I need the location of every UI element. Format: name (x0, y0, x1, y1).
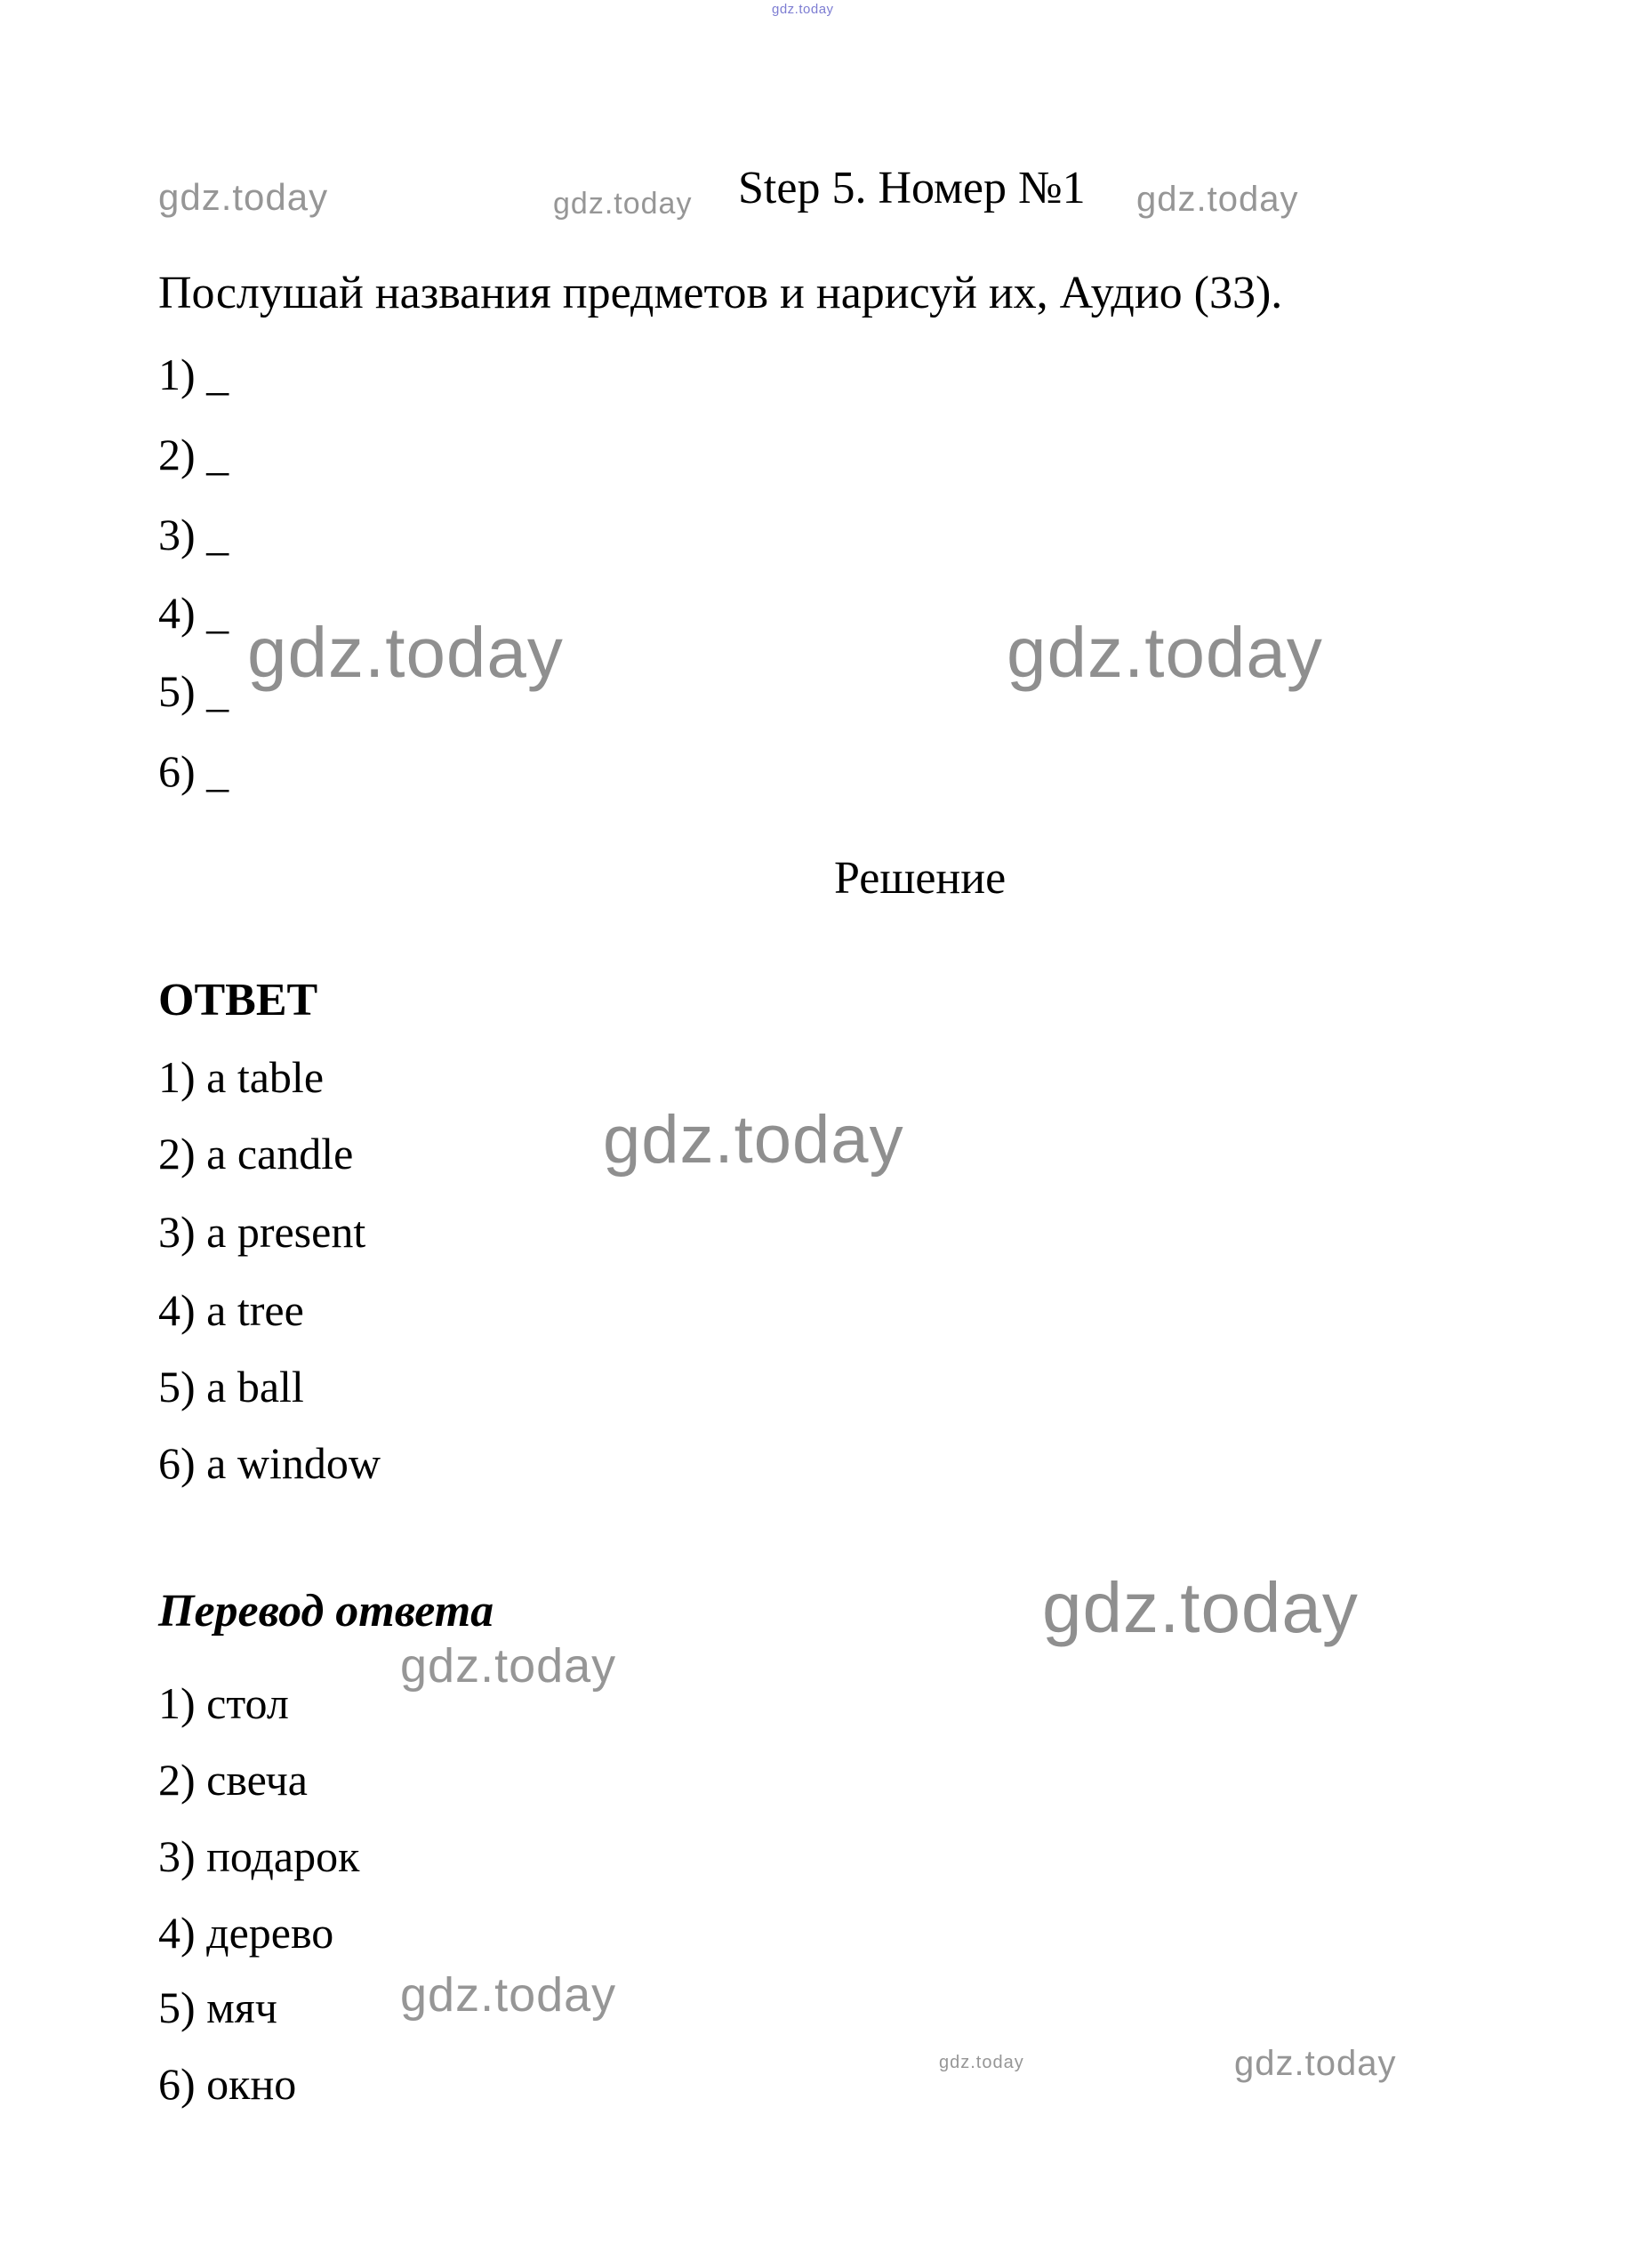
task-item-2: 2) _ (158, 430, 229, 479)
watermark-large-left: gdz.today (247, 613, 564, 692)
watermark-bottom-small: gdz.today (939, 2053, 1024, 2072)
watermark-translation-right: gdz.today (1042, 1568, 1359, 1647)
translation-item-5: 5) мяч (158, 1982, 277, 2032)
watermark-top: gdz.today (772, 2, 834, 17)
watermark-header-left: gdz.today (158, 176, 329, 218)
task-item-5: 5) _ (158, 666, 229, 716)
answer-item-1: 1) a table (158, 1052, 325, 1102)
translation-item-6: 6) окно (158, 2059, 297, 2109)
translation-item-1: 1) стол (158, 1678, 289, 1728)
answer-item-2: 2) a candle (158, 1129, 354, 1178)
watermark-header-mid: gdz.today (553, 187, 693, 221)
solution-heading: Решение (834, 853, 1007, 904)
task-item-1: 1) _ (158, 350, 229, 399)
watermark-translation-small: gdz.today (400, 1639, 617, 1693)
answer-item-3: 3) a present (158, 1207, 366, 1257)
watermark-bottom-right: gdz.today (1234, 2044, 1397, 2083)
watermark-ball-line: gdz.today (400, 1968, 617, 2022)
answer-item-6: 6) a window (158, 1438, 381, 1488)
answer-item-4: 4) a tree (158, 1285, 304, 1335)
translation-heading: Перевод ответа (158, 1586, 494, 1637)
answer-heading: ОТВЕТ (158, 975, 318, 1025)
answer-item-5: 5) a ball (158, 1362, 304, 1411)
translation-item-4: 4) дерево (158, 1908, 334, 1958)
page-title: Step 5. Номер №1 (738, 163, 1086, 213)
translation-item-2: 2) свеча (158, 1755, 308, 1805)
watermark-header-right: gdz.today (1136, 180, 1299, 219)
task-item-6: 6) _ (158, 746, 229, 796)
task-item-4: 4) _ (158, 588, 229, 638)
translation-item-3: 3) подарок (158, 1831, 360, 1881)
task-instruction: Послушай названия предметов и нарисуй их, Аудио (33). (158, 268, 1283, 318)
task-item-3: 3) _ (158, 510, 229, 559)
watermark-answers: gdz.today (603, 1102, 904, 1178)
watermark-large-right: gdz.today (1007, 613, 1323, 692)
